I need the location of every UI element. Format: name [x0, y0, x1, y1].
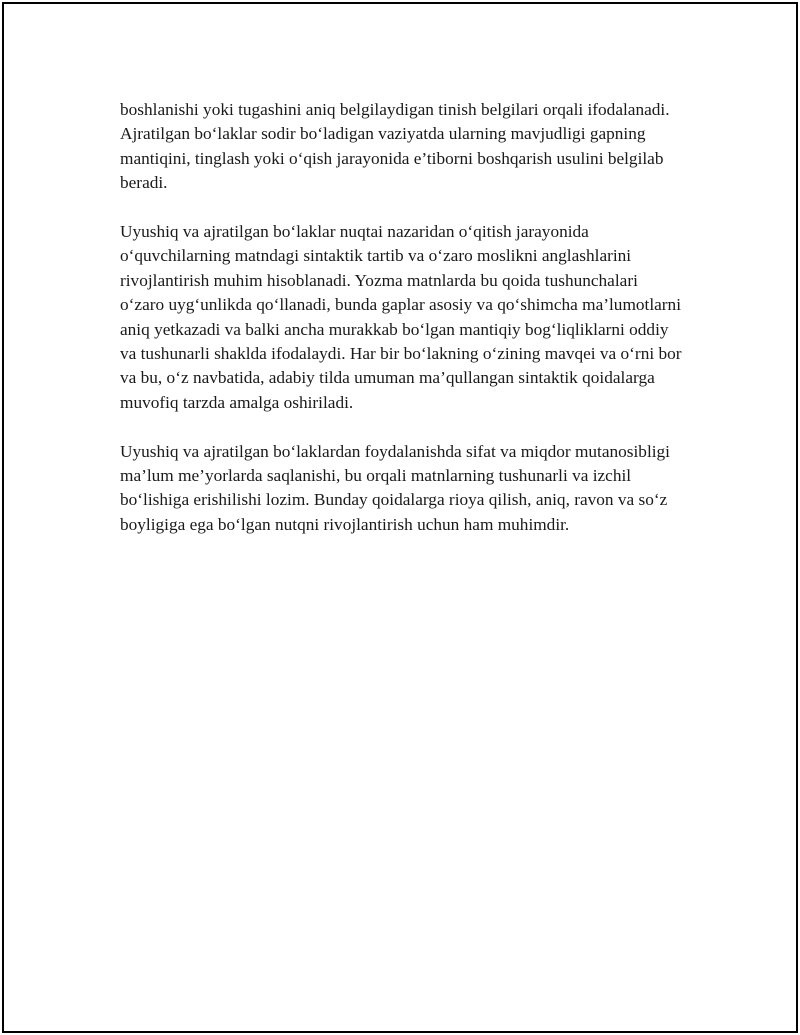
document-body [120, 98, 686, 562]
document-page [2, 2, 798, 1033]
paragraph-2: Uyushiq va ajratilgan bo‘laklar nuqtai nazaridan o‘qitish jarayonida o‘quvchilarning matndagi sintaktik tartib va o‘zaro moslikni anglashlarini rivojlantirish muhim hisoblanadi. Yozma matnlarda bu qoida tushunchalari o‘zaro uyg‘unlikda qo‘llanadi, bunda gaplar asosiy va qo‘shimcha ma’lumotlarni aniq yetkazadi va balki ancha murakkab bo‘lgan mantiqiy bog‘liqliklarni oddiy va tushunarli shaklda ifodalaydi. Har bir bo‘lakning o‘zining mavqei va o‘rni bor va bu, o‘z navbatida, adabiy tilda umuman ma’qullangan sintaktik qoidalarga muvofiq tarzda amalga oshiriladi. [120, 222, 682, 412]
paragraph-3: Uyushiq va ajratilgan bo‘laklardan foydalanishda sifat va miqdor mutanosibligi ma’lum me’yorlarda saqlanishi, bu orqali matnlarning tushunarli va izchil bo‘lishiga erishilishi lozim. Bunday qoidalarga rioya qilish, aniq, ravon va so‘z boyligiga ega bo‘lgan nutqni rivojlantirish uchun ham muhimdir. [120, 441, 670, 534]
paragraph-1: boshlanishi yoki tugashini aniq belgilaydigan tinish belgilari orqali ifodalanadi. Ajratilgan bo‘laklar sodir bo‘ladigan vaziyatda ularning mavjudligi gapning mantiqini, tinglash yoki o‘qish jarayonida e’tiborni boshqarish usulini belgilab beradi. [120, 100, 670, 193]
